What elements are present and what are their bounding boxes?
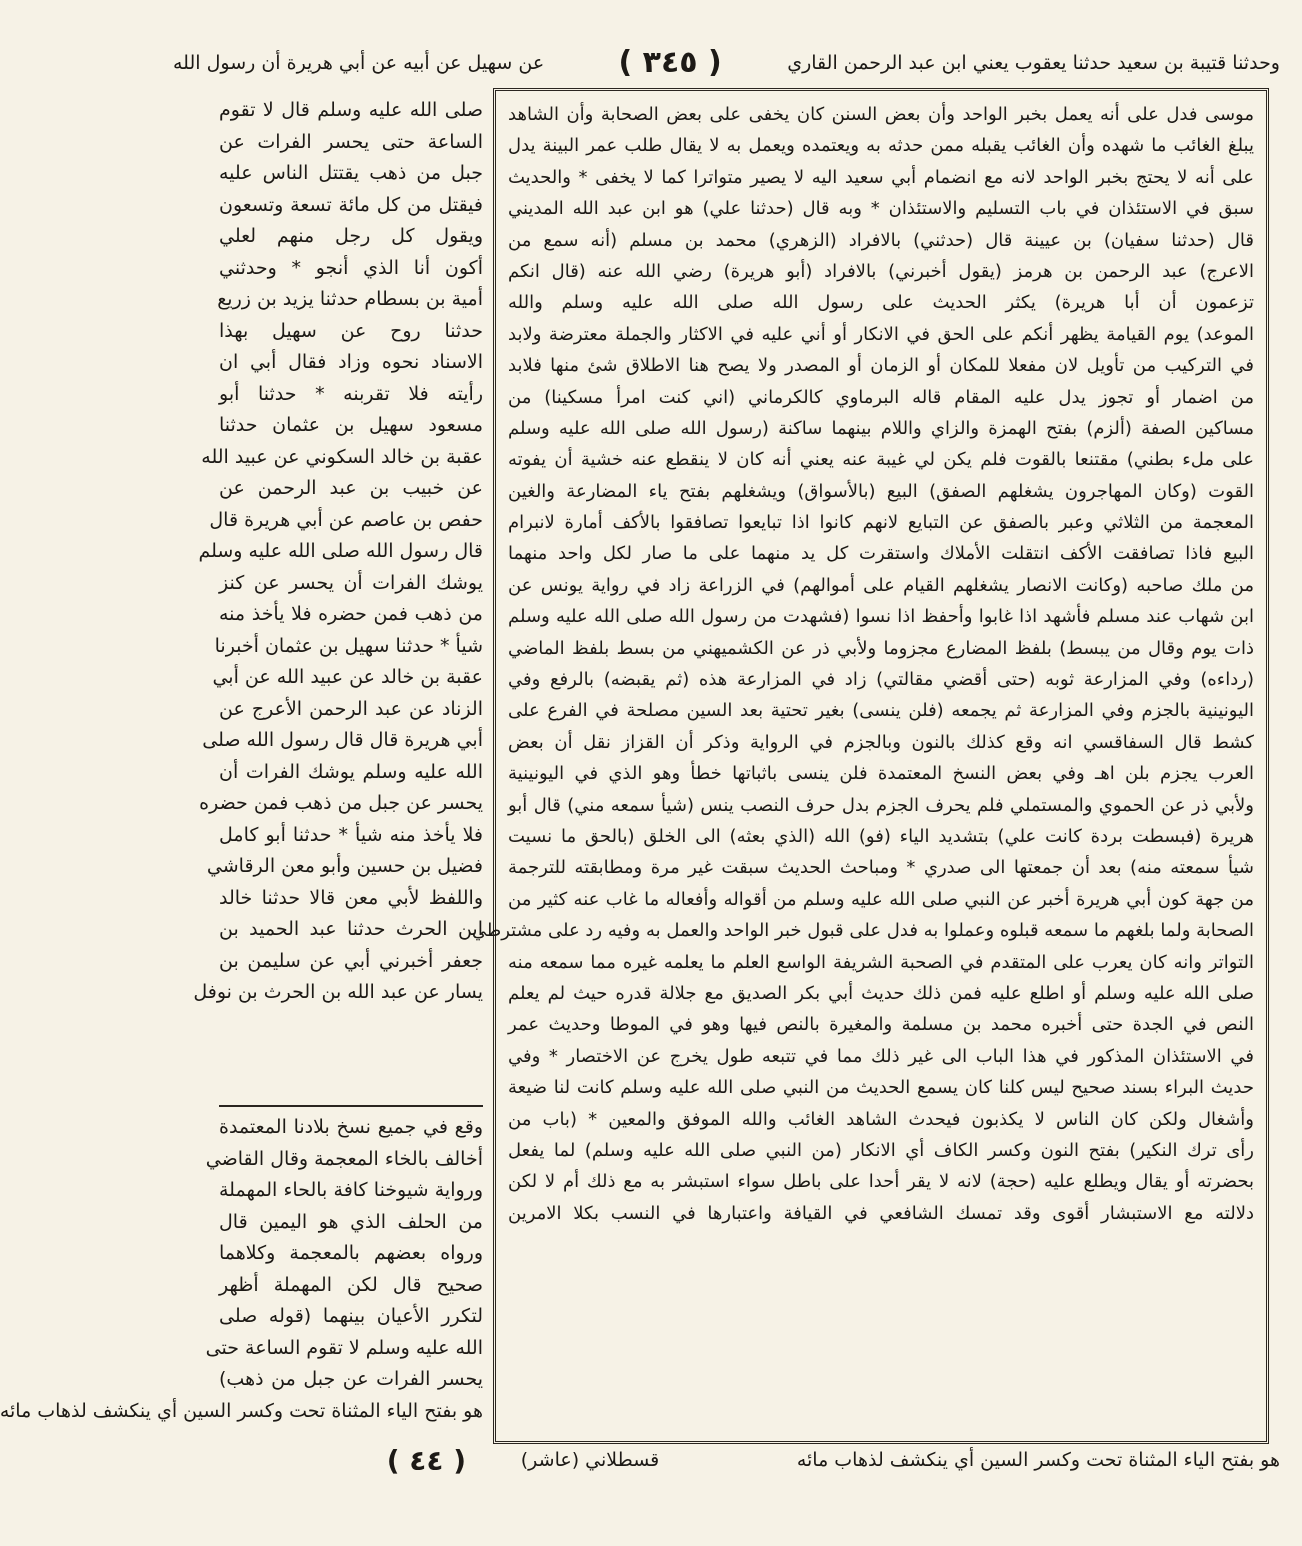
commentary-line: من ملك صاحبه (وكانت الانصار يشغلهم القيام على أموالهم) في الزراعة زاد في رواية يونس عن — [508, 574, 1254, 596]
commentary-line: رأى ترك النكير) بفتح النون وكسر الكاف أي الانكار (من النبي صلى الله عليه وسلم) لما يفعل — [508, 1139, 1254, 1161]
commentary-line: الاعرج) عبد الرحمن بن هرمز (يقول أخبرني) بالافراد (أبو هريرة) رضي الله عنه (قال انكم — [508, 260, 1254, 282]
margin-hadith-line: من ذهب فمن حضره فلا يأخذ منه — [219, 603, 483, 625]
commentary-line: الموعد) يوم القيامة يظهر أنكم على الحق في الانكار أو أني عليه في الاكثار والجملة معترضة ولابد — [508, 323, 1254, 345]
margin-hadith-line: عقبة بن خالد عن عبيد الله عن أبي — [212, 666, 483, 688]
margin-hadith-line: قال رسول الله صلى الله عليه وسلم — [198, 540, 483, 562]
page-footer — [173, 1440, 1280, 1480]
margin-footnote-line: صحيح قال لكن المهملة أظهر — [219, 1273, 483, 1296]
margin-hadith-text — [193, 95, 483, 1107]
margin-footnote-line: لتكرر الأعيان بينهما (قوله صلى — [219, 1305, 483, 1327]
commentary-line: بحضرته أو يقال ويطلع عليه (حجة) لانه لا يقر أحدا على باطل سواء استبشر به مع ذلك أم لا لكن — [508, 1171, 1254, 1193]
margin-footnote-line: أخالف بالخاء المعجمة وقال القاضي — [205, 1147, 483, 1170]
commentary-line: التواتر وانه كان يعرب على المتقدم في الصحبة الشريفة الواسع العلم ما يعلمه غيره مما سمعه منه — [508, 951, 1254, 973]
commentary-line: ابن شهاب عند مسلم فأشهد اذا غابوا وأحفظ اذا نسوا (فشهدت من رسول الله صلى الله عليه وسلم — [508, 606, 1254, 628]
commentary-line: في الاستئذان المذكور في هذا الباب الى غير ذلك مما في تتبعه طول يخرج عن الاختصار * وفي — [508, 1045, 1254, 1067]
margin-hadith-line: مسعود سهيل بن عثمان حدثنا — [219, 414, 483, 436]
commentary-line: صلى الله عليه وسلم أو اطلع عليه فمن ذلك حديث أبي بكر الصديق مع جلالة قدره حيث لم يعلم — [508, 982, 1254, 1004]
commentary-line: تزعمون أن أبا هريرة) يكثر الحديث على رسول الله صلى الله عليه وسلم والله — [508, 292, 1254, 314]
margin-hadith-line: فضيل بن حسين وأبو معن الرقاشي — [206, 855, 483, 877]
margin-hadith-line: واللفظ لأبي معن قالا حدثنا خالد — [219, 886, 483, 909]
margin-hadith-line: ابن الحرث حدثنا عبد الحميد بن — [219, 918, 483, 940]
margin-hadith-line: الساعة حتى يحسر الفرات عن — [219, 130, 483, 153]
footer-note: هو بفتح الياء المثناة تحت وكسر السين أي ينكشف لذهاب مائه — [796, 1449, 1280, 1471]
margin-hadith-line: صلى الله عليه وسلم قال لا تقوم — [219, 99, 483, 121]
commentary-line: ولأبي ذر عن الحموي والمستملي فلم يحرف الجزم بدل حرف النصب ينس (شيأ سمعه مني) قال أبو — [508, 794, 1254, 816]
margin-hadith-line: أمية بن بسطام حدثنا يزيد بن زريع — [217, 288, 483, 310]
commentary-line: ذات يوم وقال من يبسط) بلفظ المضارع مجزوما ولأبي ذر عن الكشميهني من بسط بلفظ الماضي — [508, 637, 1254, 659]
commentary-line: على أنه لا يحتج بخبر الواحد لانه مع انضمام أبي سعيد اليه لا يصير متواترا كما لا يخفى * والحديث — [508, 166, 1254, 188]
margin-hadith-line: عن خبيب بن عبد الرحمن عن — [219, 477, 483, 499]
commentary-line: المعجمة من الثلاثي وعبر بالصفق عن التبايع لانهم كانوا اذا تبايعوا تصافقوا بالأكف أمارة لانبرام — [508, 512, 1254, 534]
commentary-line: سبق في الاستئذان في باب التسليم والاستئذان * وبه قال (حدثنا علي) هو ابن عبد الله المديني — [508, 198, 1254, 220]
header-left-text: عن سهيل عن أبيه عن أبي هريرة أن رسول الله — [173, 51, 545, 74]
commentary-line: يبلغ الغائب ما شهده وأن الغائب يقبله ممن حدثه به ويعتمده ويعمل به لا يقال طلب عمر البينة يدل — [508, 135, 1254, 157]
margin-footnote-text — [0, 1112, 483, 1442]
commentary-line: (رداءه) وفي المزارعة ثوبه (حتى أقضي مقالتي) زاد في المزارعة هذه (ثم يقبضه) بالرفع وفي — [508, 669, 1254, 691]
commentary-line: وأشغال ولكن كان الناس لا يكذبون فيحدث الشاهد الغائب والله الموفق والمعين * (باب من — [508, 1108, 1254, 1130]
margin-hadith-line: جعفر أخبرني أبي عن سليمن بن — [219, 949, 483, 972]
commentary-line: من جهة كون أبي هريرة أخبر عن النبي صلى الله عليه وسلم من أقواله وأفعاله ما غاب عنه كثير من — [508, 888, 1254, 910]
margin-footnote-line: من الحلف الذي هو اليمين قال — [219, 1210, 483, 1233]
commentary-line: على ملء بطني) مقتنعا بالقوت فلم يكن لي غيبة عنه يعني أنه كان لا ينقطع عنه خشية أن يفوته — [508, 449, 1254, 471]
commentary-line: مساكين الصفة (ألزم) بفتح الهمزة والزاي واللام بينهما ساكنة (رسول الله صلى الله عليه وسلم — [508, 417, 1254, 439]
footer-signature — [480, 1449, 700, 1471]
margin-footnote-line: ورواية شيوخنا كافة بالحاء المهملة — [219, 1179, 483, 1201]
commentary-line: العرب يجزم بلن اهـ وفي بعض النسخ المعتمدة فلن ينسى باثباتها خطأ وهو الذي في اليونينية — [508, 763, 1254, 785]
margin-hadith-line: حدثنا روح عن سهيل بهذا — [219, 319, 483, 342]
margin-hadith-line: الاسناد نحوه وزاد فقال أبي ان — [219, 351, 483, 373]
margin-hadith-line: رأيته فلا تقربنه * حدثنا أبو — [219, 382, 483, 405]
commentary-line: موسى فدل على أنه يعمل بخبر الواحد وأن بعض السنن كان يخفى على بعض الصحابة وأن الشاهد — [508, 104, 1254, 125]
margin-hadith-line: أبي هريرة قال قال رسول الله صلى — [202, 729, 483, 751]
commentary-line: هريرة (فبسطت بردة كانت علي) بتشديد الياء (فو) الله (الذي بعثه) الى الخلق (بالحق ما نسيت — [508, 825, 1254, 847]
footer-page-number: ( ٤٤ ) — [386, 1443, 466, 1477]
margin-hadith-line: الزناد عن عبد الرحمن الأعرج عن — [219, 697, 483, 720]
commentary-line: قال (حدثنا سفيان) بن عيينة قال (حدثني) بالافراد (الزهري) محمد بن مسلم (أنه سمع من — [508, 229, 1254, 251]
commentary-line: كشط قال السفاقسي انه وقع كذلك بالنون وبالجزم في الرواية وذكر أن القزاز نقل أن بعض — [508, 731, 1254, 753]
commentary-line: في التركيب من تأويل لان مفعلا للمكان أو الزمان أو المصدر ولا يصح هنا الاطلاق شئ منها فلابد — [508, 355, 1254, 377]
margin-hadith-line: يوشك الفرات أن يحسر عن كنز — [219, 571, 483, 594]
margin-hadith-line: أكون أنا الذي أنجو * وحدثني — [219, 256, 483, 279]
commentary-line: القوت (وكان المهاجرون يشغلهم الصفق) البيع (بالأسواق) ويشغلهم بفتح ياء المضارعة والغين — [508, 480, 1254, 502]
margin-footnote-line: الله عليه وسلم لا تقوم الساعة حتى — [205, 1336, 483, 1359]
commentary-line: حديث البراء بسند صحيح ليس كلنا كان يسمع الحديث من النبي صلى الله عليه وسلم كانت لنا ضيعة — [508, 1077, 1254, 1099]
commentary-line: دلالته مع الاستبشار أقوى وقد تمسك الشافعي في القيافة واعتبارها في النسب بكلا الامرين — [508, 1202, 1254, 1224]
margin-hadith-line: يسار عن عبد الله بن الحرث بن نوفل — [193, 981, 483, 1003]
running-header — [173, 38, 1280, 88]
margin-hadith-line: ويقول كل رجل منهم لعلي — [219, 225, 483, 247]
margin-footnote-line: ورواه بعضهم بالمعجمة وكلاهما — [219, 1242, 483, 1264]
margin-hadith-line: فلا يأخذ منه شيأ * حدثنا أبو كامل — [219, 823, 483, 846]
margin-hadith-line: عقبة بن خالد السكوني عن عبيد الله — [201, 445, 483, 468]
commentary-line: من اضمار أو تجوز يدل عليه المقام قاله البرماوي كالكرماني (اني كنت امرأ مسكينا) من — [508, 386, 1254, 408]
header-page-number: ( ٣٤٥ ) — [618, 45, 722, 80]
margin-hadith-line: الله عليه وسلم يوشك الفرات أن — [219, 760, 483, 783]
margin-footnote-line: وقع في جميع نسخ بلادنا المعتمدة — [219, 1116, 483, 1138]
margin-hadith-line: جبل من ذهب يقتتل الناس عليه — [219, 162, 483, 184]
commentary-line: النص في الجدة حتى أخبره محمد بن مسلمة والمغيرة بالنص فيها وهو في الموطا وحديث عمر — [508, 1014, 1254, 1036]
commentary-frame — [471, 88, 1269, 1444]
margin-hadith-line: فيقتل من كل مائة تسعة وتسعون — [219, 193, 483, 216]
footer-signature-text: قسطلاني (عاشر) — [520, 1449, 660, 1471]
margin-hadith-line: يحسر عن جبل من ذهب فمن حضره — [199, 792, 483, 814]
commentary-line: الصحابة ولما بلغهم ما سمعه قبلوه وعملوا به فدل على قبول خبر الواحد والعمل به وفيه رد على مشترطي — [471, 920, 1254, 942]
margin-hadith-line: حفص بن عاصم عن أبي هريرة قال — [209, 508, 483, 531]
margin-footnote-line: يحسر الفرات عن جبل من ذهب) — [219, 1368, 483, 1390]
header-right-text: وحدثنا قتيبة بن سعيد حدثنا يعقوب يعني ابن عبد الرحمن القاري — [787, 51, 1280, 74]
margin-footnote-line: هو بفتح الياء المثناة تحت وكسر السين أي ينكشف لذهاب مائه — [0, 1399, 483, 1422]
commentary-line: البيع فاذا تصافقت الأكف انتقلت الأملاك واستقرت كل يد منهما على ما صار لكل واحد منهما — [508, 543, 1254, 565]
margin-hadith-line: شيأ * حدثنا سهيل بن عثمان أخبرنا — [214, 634, 483, 657]
commentary-line: شيأ سمعته منه) بعد أن جمعتها الى صدري * ومباحث الحديث سبقت غير مرة ومطابقته للترجمة — [508, 857, 1254, 879]
commentary-line: اليونينية بالجزم وفي المزارعة ثم يجمعه (فلن ينسى) بغير تحتية بعد السين مصلحة في الفرع على — [508, 700, 1254, 722]
